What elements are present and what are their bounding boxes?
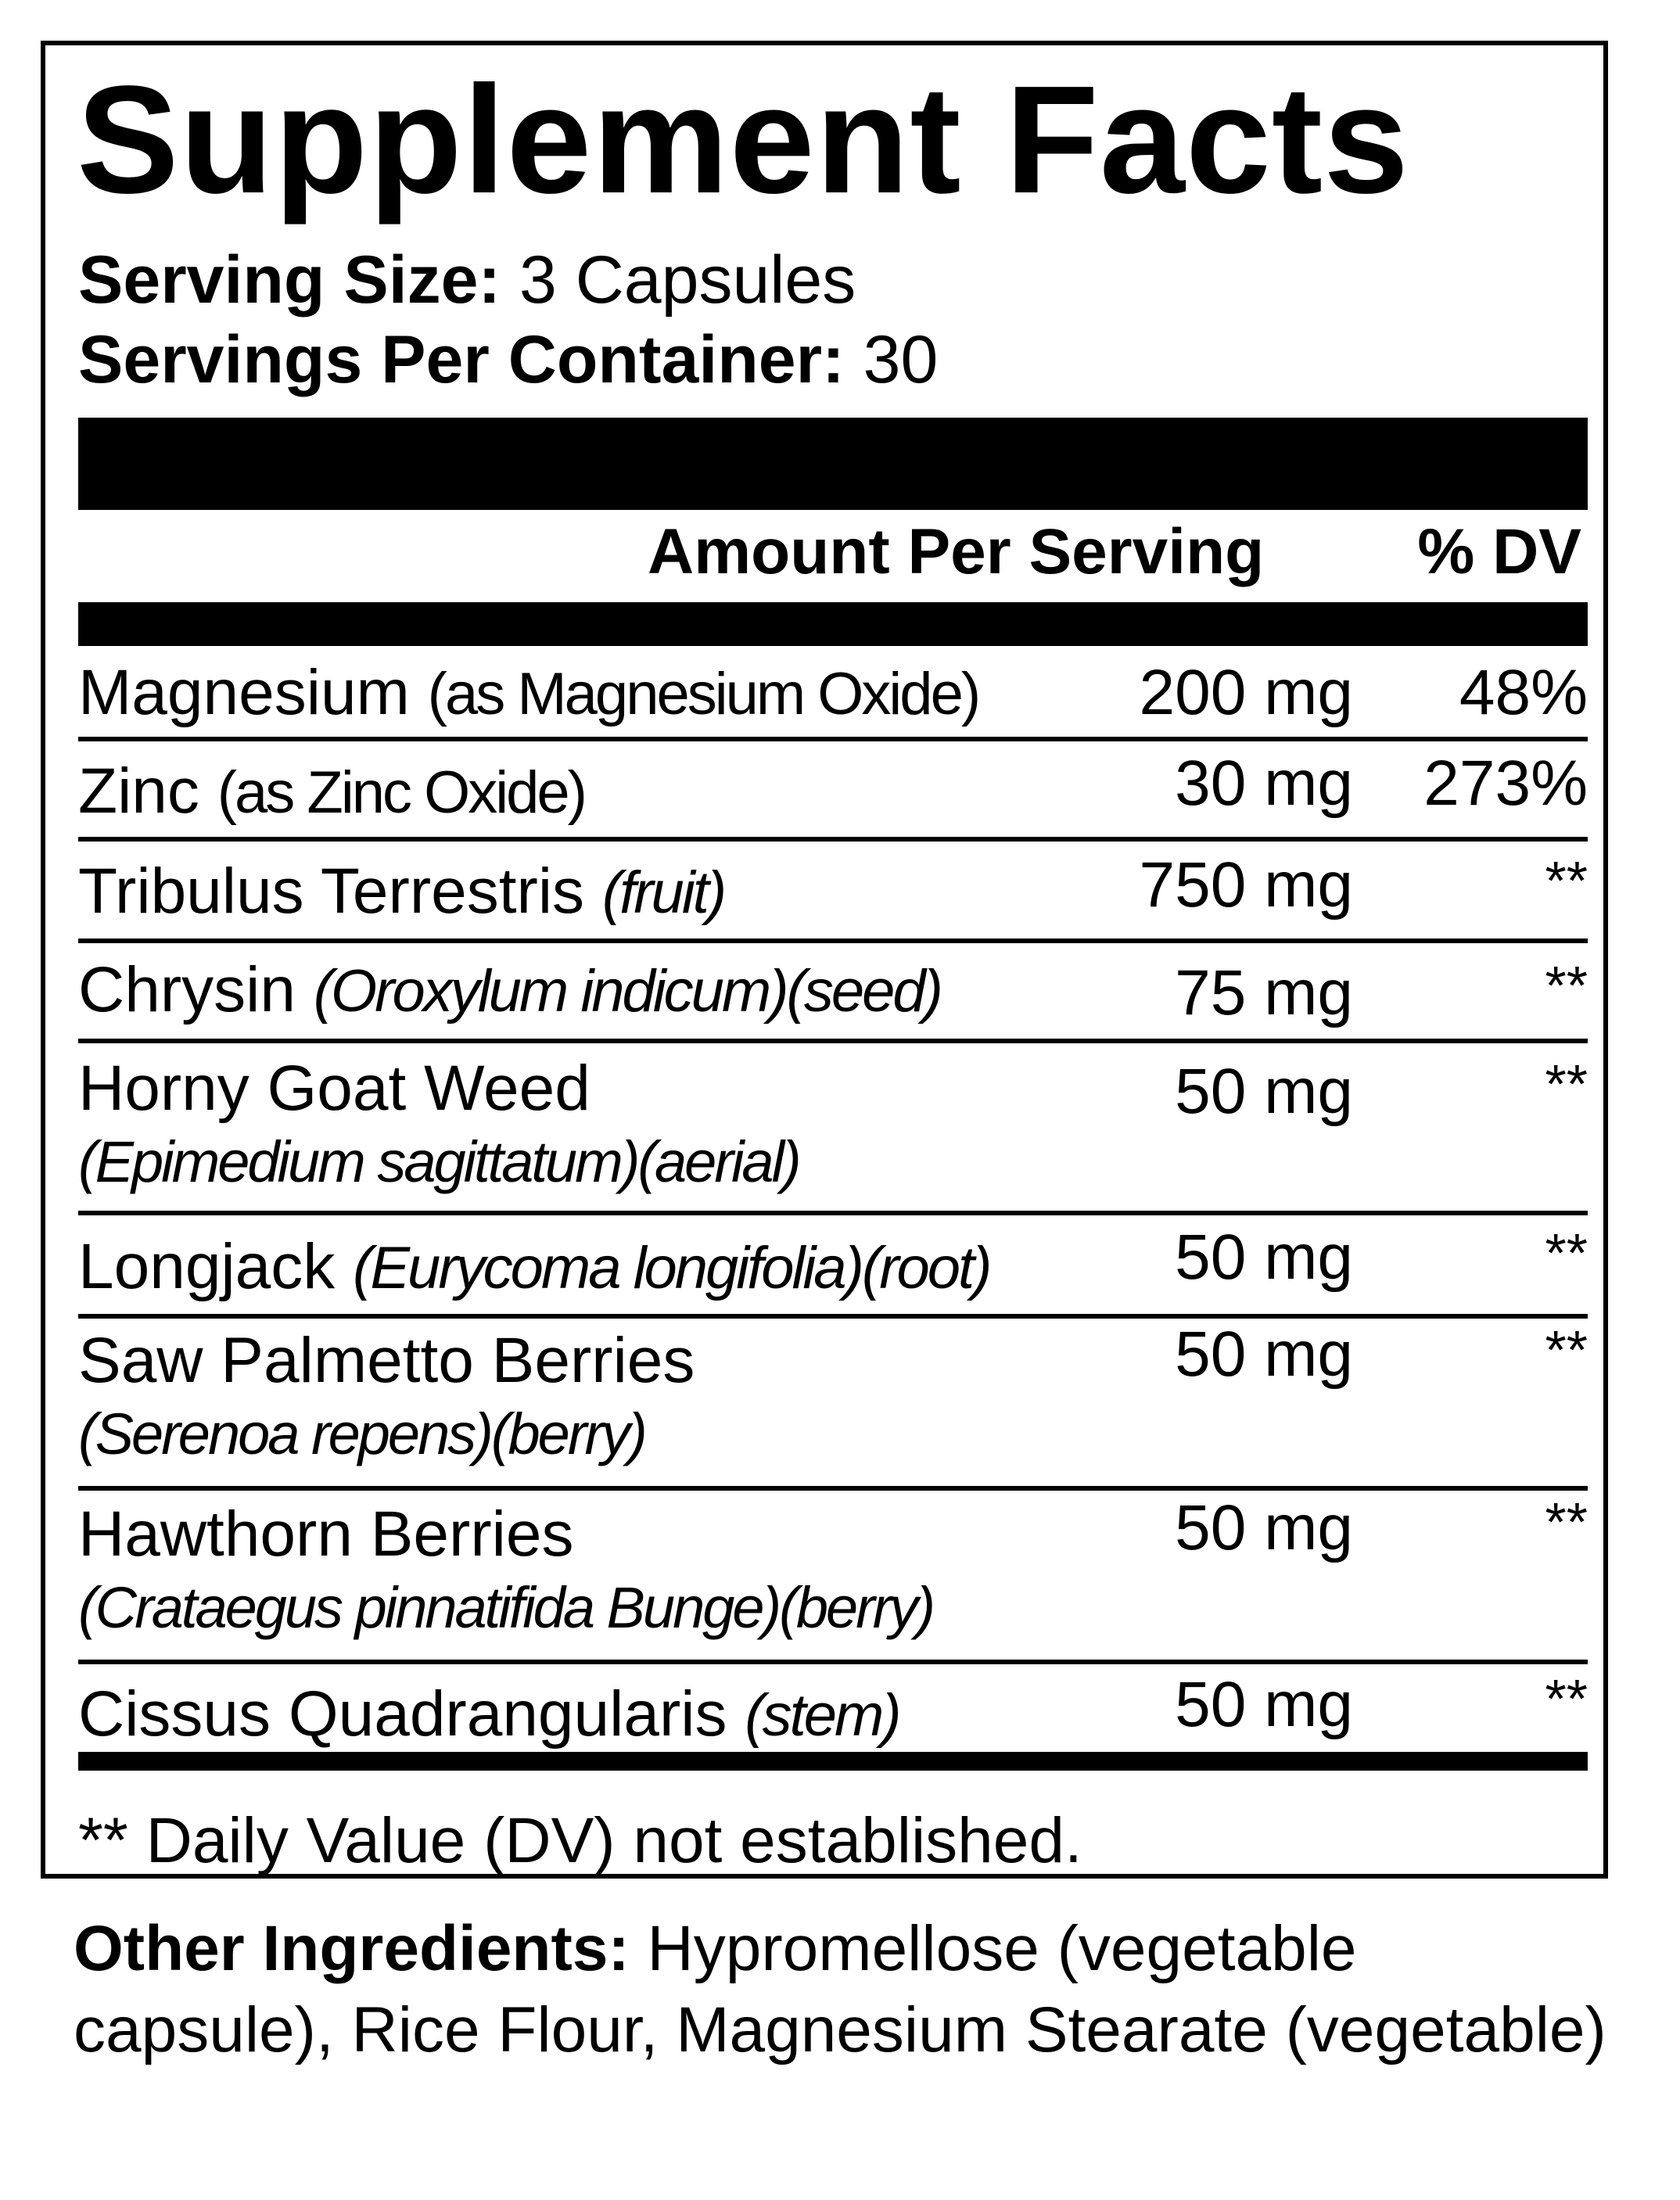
ingredient-qualifier: (fruit) <box>601 860 725 926</box>
ingredient-name: Hawthorn Berries <box>78 1498 574 1570</box>
ingredient-amount: 200 mg <box>1139 657 1353 728</box>
ingredient-qualifier: (as Zinc Oxide) <box>217 759 585 826</box>
ingredient-qualifier: (as Magnesium Oxide) <box>427 661 979 727</box>
servings-per-container <box>78 321 938 399</box>
panel-title: Supplement Facts <box>77 54 1410 225</box>
row-divider <box>78 737 1588 741</box>
supplement-facts-panel <box>41 41 1608 1879</box>
dv-footnote: ** Daily Value (DV) not established. <box>78 1805 1082 1876</box>
other-ingredients-text: Hypromellose (vegetable capsule), Rice Flour, Magnesium Stearate (vegetable) <box>74 1913 1606 2065</box>
other-ingredients-label: Other Ingredients: <box>74 1913 630 1984</box>
ingredient-dv: ** <box>1545 850 1588 911</box>
table-row <box>78 649 1588 740</box>
ingredient-dv: ** <box>1545 1222 1588 1283</box>
ingredient-qualifier: (Oroxylum indicum)(seed) <box>313 958 941 1025</box>
row-divider <box>78 1039 1588 1043</box>
ingredient-dv: ** <box>1545 1668 1588 1729</box>
ingredient-amount: 50 mg <box>1175 1669 1353 1740</box>
serving-size-value: 3 Capsules <box>519 242 856 318</box>
ingredient-amount: 50 mg <box>1175 1222 1353 1293</box>
servings-per-container-label: Servings Per Container: <box>78 322 845 397</box>
ingredient-name: Horny Goat Weed <box>78 1053 591 1124</box>
table-row <box>78 1491 1588 1664</box>
table-row <box>78 743 1588 842</box>
table-row <box>78 1045 1588 1215</box>
ingredient-qualifier: (Crataegus pinnatifida Bunge)(berry) <box>78 1575 934 1640</box>
ingredient-qualifier: (Eurycoma longifolia)(root) <box>353 1235 990 1301</box>
row-divider <box>78 1486 1588 1491</box>
ingredient-name: Chrysin (Oroxylum indicum)(seed) <box>78 954 941 1025</box>
table-row <box>78 843 1588 943</box>
ingredient-amount: 30 mg <box>1175 748 1353 819</box>
ingredient-qualifier: (Epimedium sagittatum)(aerial) <box>78 1129 799 1194</box>
other-ingredients <box>74 1908 1614 2071</box>
serving-size-label: Serving Size: <box>78 242 501 318</box>
ingredient-dv: 48% <box>1459 657 1588 728</box>
row-divider <box>78 837 1588 842</box>
table-row <box>78 1218 1588 1319</box>
ingredient-name: Magnesium (as Magnesium Oxide) <box>78 657 979 728</box>
ingredient-amount: 750 mg <box>1139 849 1353 921</box>
ingredient-amount: 50 mg <box>1175 1492 1353 1563</box>
ingredient-name: Cissus Quadrangularis (stem) <box>78 1678 899 1750</box>
ingredient-dv: ** <box>1545 955 1588 1016</box>
ingredient-qualifier: (stem) <box>745 1682 899 1749</box>
servings-per-container-value: 30 <box>863 322 939 397</box>
header-amount-per-serving: Amount Per Serving <box>648 516 1265 587</box>
ingredient-name: Longjack (Eurycoma longifolia)(root) <box>78 1231 990 1302</box>
header-percent-dv: % DV <box>1417 516 1581 587</box>
table-row <box>78 945 1588 1043</box>
ingredient-qualifier: (Serenoa repens)(berry) <box>78 1401 645 1466</box>
ingredient-name: Saw Palmetto Berries <box>78 1325 695 1396</box>
ingredient-dv: 273% <box>1423 748 1588 819</box>
ingredient-dv: ** <box>1545 1491 1588 1552</box>
thick-divider-header <box>78 602 1588 646</box>
ingredient-dv: ** <box>1545 1319 1588 1380</box>
ingredient-amount: 75 mg <box>1175 957 1353 1028</box>
thick-divider-top <box>78 418 1588 510</box>
ingredient-name: Tribulus Terrestris (fruit) <box>78 856 725 927</box>
row-divider <box>78 1211 1588 1215</box>
row-divider <box>78 1660 1588 1664</box>
table-row <box>78 1666 1588 1791</box>
ingredient-amount: 50 mg <box>1175 1319 1353 1390</box>
ingredient-dv: ** <box>1545 1053 1588 1114</box>
thick-divider-bottom <box>78 1752 1588 1771</box>
serving-size <box>78 241 856 319</box>
row-divider <box>78 938 1588 943</box>
table-row <box>78 1320 1588 1491</box>
ingredient-name: Zinc (as Zinc Oxide) <box>78 755 585 827</box>
ingredient-amount: 50 mg <box>1175 1056 1353 1127</box>
row-divider <box>78 1314 1588 1319</box>
